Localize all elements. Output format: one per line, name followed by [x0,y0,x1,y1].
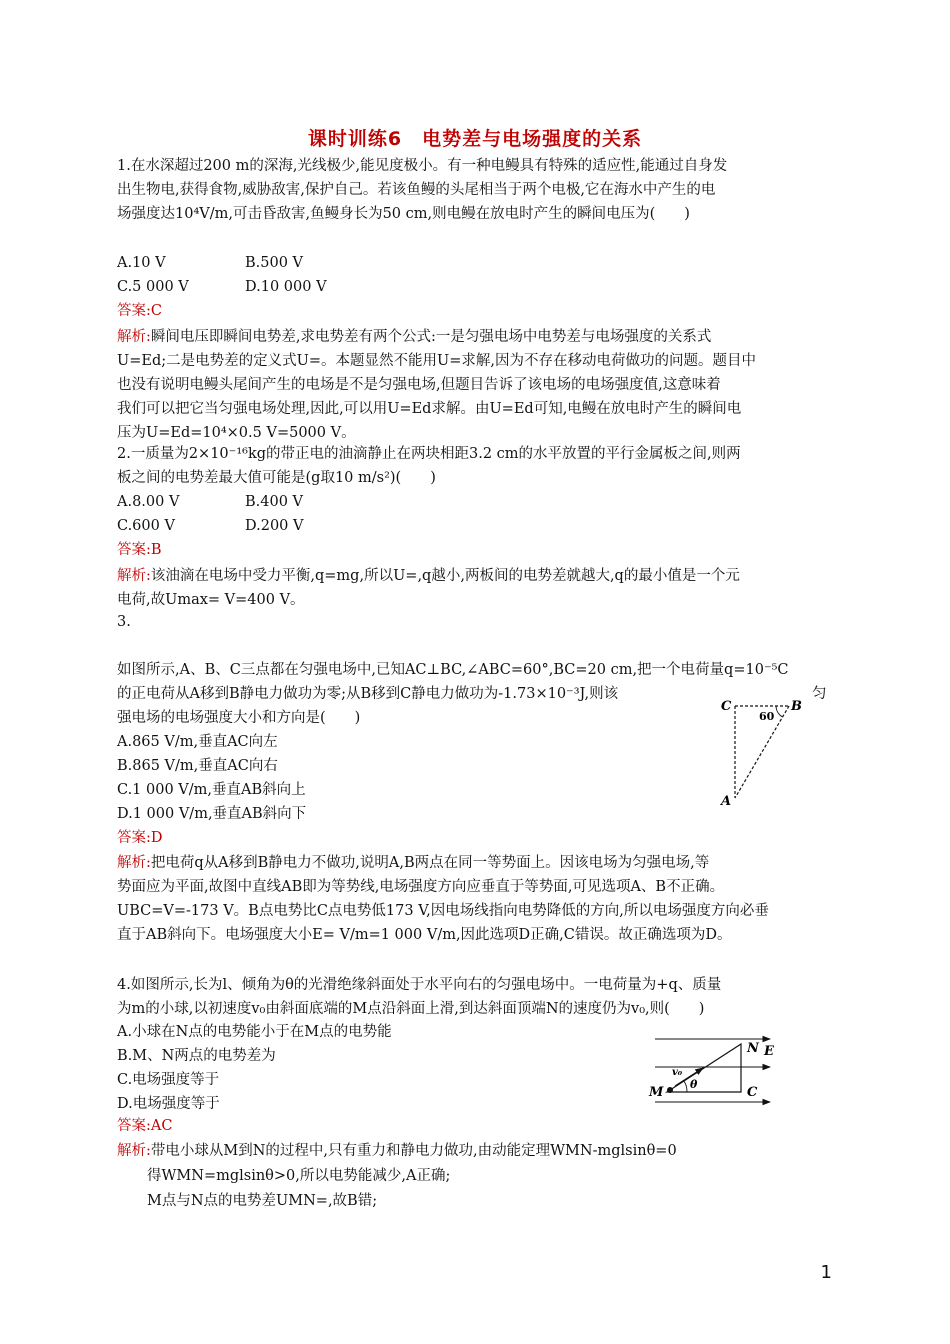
q2-option-d: D.200 V [245,518,304,534]
q3-line-2-tail: 匀 [812,686,827,702]
q4-explanation-line-3: M点与N点的电势差UMN=,故B错; [147,1193,378,1209]
q3-option-c: C.1 000 V/m,垂直AB斜向上 [117,782,306,798]
q3-explanation-text-1: 把电荷q从A移到B静电力不做功,说明A,B两点在同一等势面上。因该电场为匀强电场,等 [150,855,710,871]
q4-explanation-label: 解析: [117,1143,151,1159]
label-v0: v₀ [672,1067,683,1078]
q3-option-a: A.865 V/m,垂直AC向左 [117,734,278,750]
q2-option-a: A.8.00 V [117,494,180,510]
q3-answer: 答案:D [117,830,163,846]
q1-option-b: B.500 V [245,255,304,271]
q2-option-c: C.600 V [117,518,175,534]
q4-explanation-text-1: 带电小球从M到N的过程中,只有重力和静电力做功,由动能定理WMN-mglsinθ=0 [150,1143,677,1159]
q4-option-a: A.小球在N点的电势能小于在M点的电势能 [117,1024,392,1040]
q1-explanation-text-1: 瞬间电压即瞬间电势差,求电势差有两个公式:一是匀强电场中电势差与电场强度的关系式 [150,329,712,345]
q4-explanation-line-2: 得WMN=mglsinθ>0,所以电势能减少,A正确; [147,1168,451,1184]
q3-explanation-line-1 [117,853,709,873]
q2-explanation-line-1 [117,566,740,586]
q2-explanation-line-2: 电荷,故Umax= V=400 V。 [117,592,305,608]
label-theta: θ [690,1078,698,1091]
q3-explanation-line-2: 势面应为平面,故图中直线AB即为等势线,电场强度方向应垂直于等势面,可见选项A、B不正确。 [117,879,725,895]
q1-line-2: 出生物电,获得食物,威胁敌害,保护自己。若该鱼鳗的头尾相当于两个电极,它在海水中产生的电 [117,182,716,198]
q1-line-1: 1.在水深超过200 m的深海,光线极少,能见度极小。有一种电鳗具有特殊的适应性,能通过自身发 [117,158,728,174]
q3-line-3: 强电场的电场强度大小和方向是( ) [117,710,361,726]
q1-explanation-line-2: U=Ed;二是电势差的定义式U=。本题显然不能用U=求解,因为不存在移动电荷做功的问题。题目中 [117,353,756,369]
q1-option-a: A.10 V [117,255,166,271]
label-a: A [721,794,732,809]
ball-icon [667,1087,673,1093]
q1-explanation-line-5: 压为U=Ed=10⁴×0.5 V=5000 V。 [117,425,356,441]
label-e: E [764,1044,774,1059]
q2-explanation-label: 解析: [117,568,151,584]
q2-option-b: B.400 V [245,494,304,510]
q3-option-d: D.1 000 V/m,垂直AB斜向下 [117,806,307,822]
label-angle-60: 60 [759,710,775,723]
q3-option-b: B.865 V/m,垂直AC向右 [117,758,278,774]
label-c: C [721,699,732,714]
q3-number: 3. [117,614,131,630]
q2-line-1: 2.一质量为2×10⁻¹⁶kg的带正电的油滴静止在两块相距3.2 cm的水平放置的平行金属板之间,则两 [117,446,741,462]
q4-line-1: 4.如图所示,长为l、倾角为θ的光滑绝缘斜面处于水平向右的匀强电场中。一电荷量为+q、质量 [117,977,722,993]
q2-answer: 答案:B [117,542,162,558]
label-m: M [649,1085,664,1100]
angle-arc [776,706,783,717]
q3-explanation-line-3: UBC=V=-173 V。B点电势比C点电势低173 V,因电场线指向电势降低的方向,所以电场强度方向必垂 [117,903,769,919]
triangle-abc-figure [715,694,825,810]
label-c: C [747,1085,758,1100]
q1-explanation-line-1 [117,327,711,347]
q1-option-d: D.10 000 V [245,279,327,295]
q3-explanation-label: 解析: [117,855,151,871]
q4-explanation-line-1 [117,1141,677,1161]
theta-arc [684,1081,687,1092]
q1-explanation-line-4: 我们可以把它当匀强电场处理,因此,可以用U=Ed求解。由U=Ed可知,电鳗在放电时产生的瞬间电 [117,401,742,417]
label-n: N [747,1041,759,1056]
q4-option-d: D.电场强度等于 [117,1096,220,1112]
q1-line-3: 场强度达10⁴V/m,可击昏敌害,鱼鳗身长为50 cm,则电鳗在放电时产生的瞬间电压为( ) [117,206,690,222]
q2-explanation-text-1: 该油滴在电场中受力平衡,q=mg,所以U=,q越小,两板间的电势差就越大,q的最小值是一个元 [150,568,740,584]
q3-line-2: 的正电荷从A移到B静电力做功为零;从B移到C静电力做功为-1.73×10⁻³J,则该 [117,686,619,702]
q3-explanation-line-4: 直于AB斜向下。电场强度大小E= V/m=1 000 V/m,因此选项D正确,C错误。故正确选项为D。 [117,927,732,943]
page-title: 课时训练6 电势差与电场强度的关系 [307,128,643,150]
incline-field-figure [645,1030,790,1112]
label-b: B [791,699,802,714]
q4-option-c: C.电场强度等于 [117,1072,220,1088]
q4-option-b: B.M、N两点的电势差为 [117,1048,276,1064]
page-number: 1 [820,1262,832,1283]
q1-explanation-line-3: 也没有说明电鳗头尾间产生的电场是不是匀强电场,但题目告诉了该电场的电场强度值,这意味着 [117,377,721,393]
q1-explanation-label: 解析: [117,329,151,345]
q3-line-1: 如图所示,A、B、C三点都在匀强电场中,已知AC⊥BC,∠ABC=60°,BC=20 cm,把一个电荷量q=10⁻⁵C [117,662,789,678]
q1-answer: 答案:C [117,303,162,319]
q1-option-c: C.5 000 V [117,279,189,295]
q4-line-2: 为m的小球,以初速度v₀由斜面底端的M点沿斜面上滑,到达斜面顶端N的速度仍为v₀,则( ) [117,1001,705,1017]
q2-line-2: 板之间的电势差最大值可能是(g取10 m/s²)( ) [117,470,436,486]
q4-answer: 答案:AC [117,1118,173,1134]
